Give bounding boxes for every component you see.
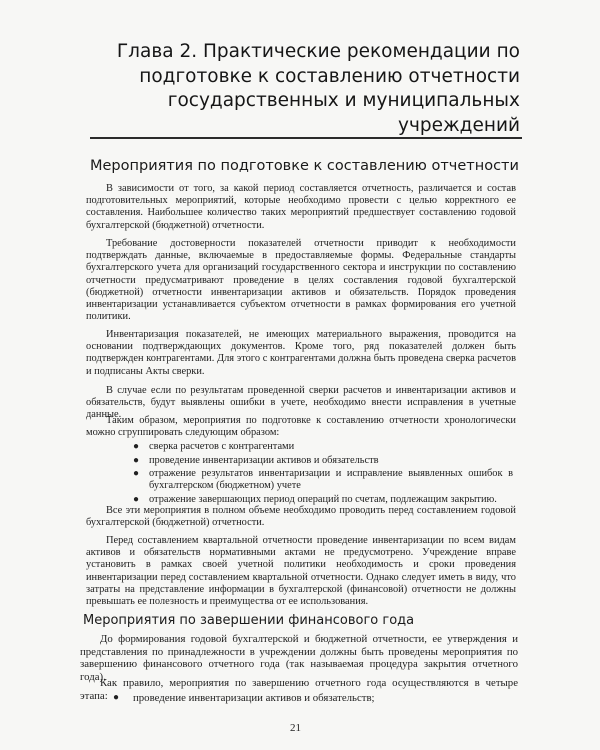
list-item-text: сверка расчетов с контрагентами (149, 441, 295, 452)
paragraph: Требование достоверности показателей отчетности приводит к необходимости подтверждать данные, включаемые в предоставляемые формы. Федеральные стандарты бухгалтерского учета для организаций государственного сектора и инструкции по составлению отчетности предусматривают проведение в целях составления годовой бухгалтерской (бюджетной) отчетности инвентаризации активов и обязательств. Порядок проведения инвентаризации устанавливается субъектом отчетности в рамках формирования его учетной политики. (86, 238, 516, 323)
bullet-icon: ● (133, 441, 140, 452)
paragraph: В случае если по результатам проведенной сверки расчетов и инвентаризации активов и обязательств, будут выявлены ошибки в учете, необходимо внести исправления в учетные данные. (86, 385, 516, 421)
paragraph: Таким образом, мероприятия по подготовке к составлению отчетности хронологически можно сгруппировать следующим образом: (86, 415, 516, 439)
list-item (133, 455, 513, 467)
list-item-text: отражение завершающих период операций по счетам, подлежащим закрытию. (149, 493, 497, 505)
list-item-text: отражение результатов инвентаризации и исправление выявленных ошибок в бухгалтерском (бюджетном) учете (149, 468, 513, 492)
title-divider (90, 137, 522, 139)
chapter-title: Глава 2. Практические рекомендации по подготовке к составлению отчетности государственных и муниципальных учреждений (116, 41, 520, 136)
paragraph: До формирования годовой бухгалтерской и бюджетной отчетности, ее утверждения и представления по принадлежности в учреждении должны быть проведены мероприятия по завершению финансового отчетного года (так называемая процедура закрытия отчетного года). (80, 633, 518, 683)
section-heading-year-end: Мероприятия по завершении финансового года (83, 613, 415, 628)
page-number: 21 (290, 722, 301, 734)
list-item (133, 468, 513, 492)
bullet-icon: ● (133, 468, 140, 480)
year-end-steps-list (113, 692, 513, 705)
list-item (133, 441, 513, 453)
list-item (113, 692, 513, 705)
paragraph: Перед составлением квартальной отчетности проведение инвентаризации по всем видам активов и обязательств нормативными актами не предусмотрено. Учреждение вправе установить в рамках своей учетной политики необходимость и сроки проведения инвентаризации перед составлением квартальной отчетности. Однако следует иметь в виду, что затраты на представление информации в бухгалтерской (финансовой) отчетности не должны превышать ее полезность и преимущества от ее использования. (86, 535, 516, 608)
list-item-text: проведение инвентаризации активов и обязательств (149, 454, 379, 466)
paragraph: Инвентаризация показателей, не имеющих материального выражения, проводится на основании подтверждающих документов. Кроме того, ряд показателей должен быть подтвержден контрагентами. Для этого с контрагентами должна быть проведена сверка расчетов и подписаны Акты сверки. (86, 329, 516, 377)
section-heading-preparation: Мероприятия по подготовке к составлению отчетности (90, 158, 519, 174)
list-item-text: проведение инвентаризации активов и обязательств; (133, 692, 375, 704)
bullet-icon: ● (133, 454, 140, 466)
preparation-steps-list (133, 441, 513, 508)
bullet-icon: ● (113, 692, 120, 703)
paragraph: Как правило, мероприятия по завершению отчетного года осуществляются в четыре этапа: (80, 677, 518, 702)
paragraph: В зависимости от того, за какой период составляется отчетность, различается и состав подготовительных мероприятий, которые необходимо провести с целью корректного ее составления. Наибольшее количество таких мероприятий предшествует составлению годовой бухгалтерской (бюджетной) отчетности. (86, 183, 516, 231)
bullet-icon: ● (133, 493, 140, 505)
paragraph: Все эти мероприятия в полном объеме необходимо проводить перед составлением годовой бухгалтерской (бюджетной) отчетности. (86, 505, 516, 529)
